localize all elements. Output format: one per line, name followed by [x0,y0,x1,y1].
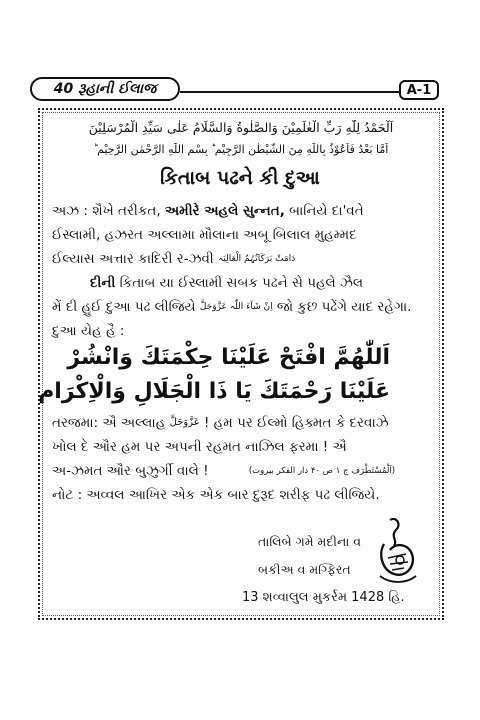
intro-line-3 [52,248,295,270]
intro-by-label: અઝ : શૈખે તરીકત, [52,203,161,219]
intro-line-1 [52,200,364,222]
intro-bani-label: બાનિયે દા'વતે [289,203,364,219]
page-header-title: 40 રૂહાની ઈલાજ [30,77,180,101]
translation-line-1 [52,412,389,434]
translation-line-3 [52,460,395,482]
signature-seal-icon [376,514,420,586]
note-line: નોટ : અવ્વલ આખિર એક એક બાર દુરૂદ શરીફ પઢ લીજિયે. [52,487,380,503]
intro-line-5 [52,296,411,318]
intro-name-text: ઈલ્યાસ અત્તાર કાદિરી ર-ઝવી [52,251,214,267]
translation-reference-arabic: (اَلْمُسْتَطْرَف ج ۱ ص ۴۰ دار الفکر بیروت) [248,466,396,476]
translation-line-2: ખોલ દે ઔર હમ પર અપની રહમત નાઝિલ ફરમા ! ઐ [52,439,347,455]
page-title: કિતાબ પઢને કી દુઆ [160,167,320,189]
intro-line-2: ઈસ્લામી, હઝરત અલ્લામા મૌલાના અબૂ બિલાલ મુહમ્મદ [52,227,357,243]
intro-line-6: દુઆ યેહ હૈ : [52,323,125,339]
translation-honorific-arabic: عَزَّوَجَلَّ [169,417,200,428]
arabic-opening-line-1: اَلْحَمْدُ لِلّٰهِ رَبِّ الْعٰلَمِيْنَ وَالصَّلٰوةُ وَالسَّلَامُ عَلٰى سَيِّدِ الْمُرْسَلِيْنَ [88,120,394,135]
intro-line-4 [90,272,363,294]
intro-inshallah-arabic: اِنْ شَآءَ اللّٰہ عَزَّوَجَلَّ [199,302,273,312]
header-divider [180,91,399,93]
intro-honorific-arabic: دَامَتْ بَرَکَاتُہُمُ الْعَالِیَہ [218,254,296,264]
page-code-badge: A-1 [399,80,439,100]
intro-line-4-text: કિતાબ યા ઈસ્લામી સબક પઢને સે પહલે ઝૈલ [119,275,364,291]
intro-ameer-label: અમીરે અહલે સુન્નત, [164,203,285,219]
translation-line-3-text: અ-ઝમત ઔર બુઝુર્ગી વાલે ! [52,463,209,479]
signature-line-2: બકીઅ વ મગ્ફિરત [258,562,351,577]
dua-arabic-line-1: اَللّٰهُمَّ افْتَحْ عَلَيْنَا حِكْمَتَكَ وَانْشُرْ [67,345,390,370]
arabic-opening-line-2: اَمَّا بَعْدُ فَاَعُوْذُ بِاللّٰهِ مِنَ الشَّيْطٰنِ الرَّجِيْمِ ؕ بِسْمِ اللّٰهِ الرَّحْمٰنِ الرَّحِيْمِ ؕ [93,143,389,156]
intro-line-5-text-b: જો કુછ પઢેંગે યાદ રહેગા. [276,299,412,315]
translation-line-1-text: ! હમ પર ઈલ્મો હિક્મત કે દરવાઝે [203,415,389,431]
signature-line-1: તાલિબે ગમે મદીના વ [258,534,362,549]
signature-date: 13 શવ્વાલુલ મુકર્રમ 1428 હિ. [242,590,405,605]
dua-arabic-line-2: عَلَيْنَا رَحْمَتَكَ يَا ذَا الْجَلَالِ وَالْاِكْرَام [38,379,390,404]
intro-line-5-text-a: મેં દી હુઈ દુઆ પઢ લીજિયે [52,299,196,315]
translation-label: તરજમા: ઐ અલ્લાહ [52,415,166,431]
intro-deeni-label: દીની [90,275,116,291]
